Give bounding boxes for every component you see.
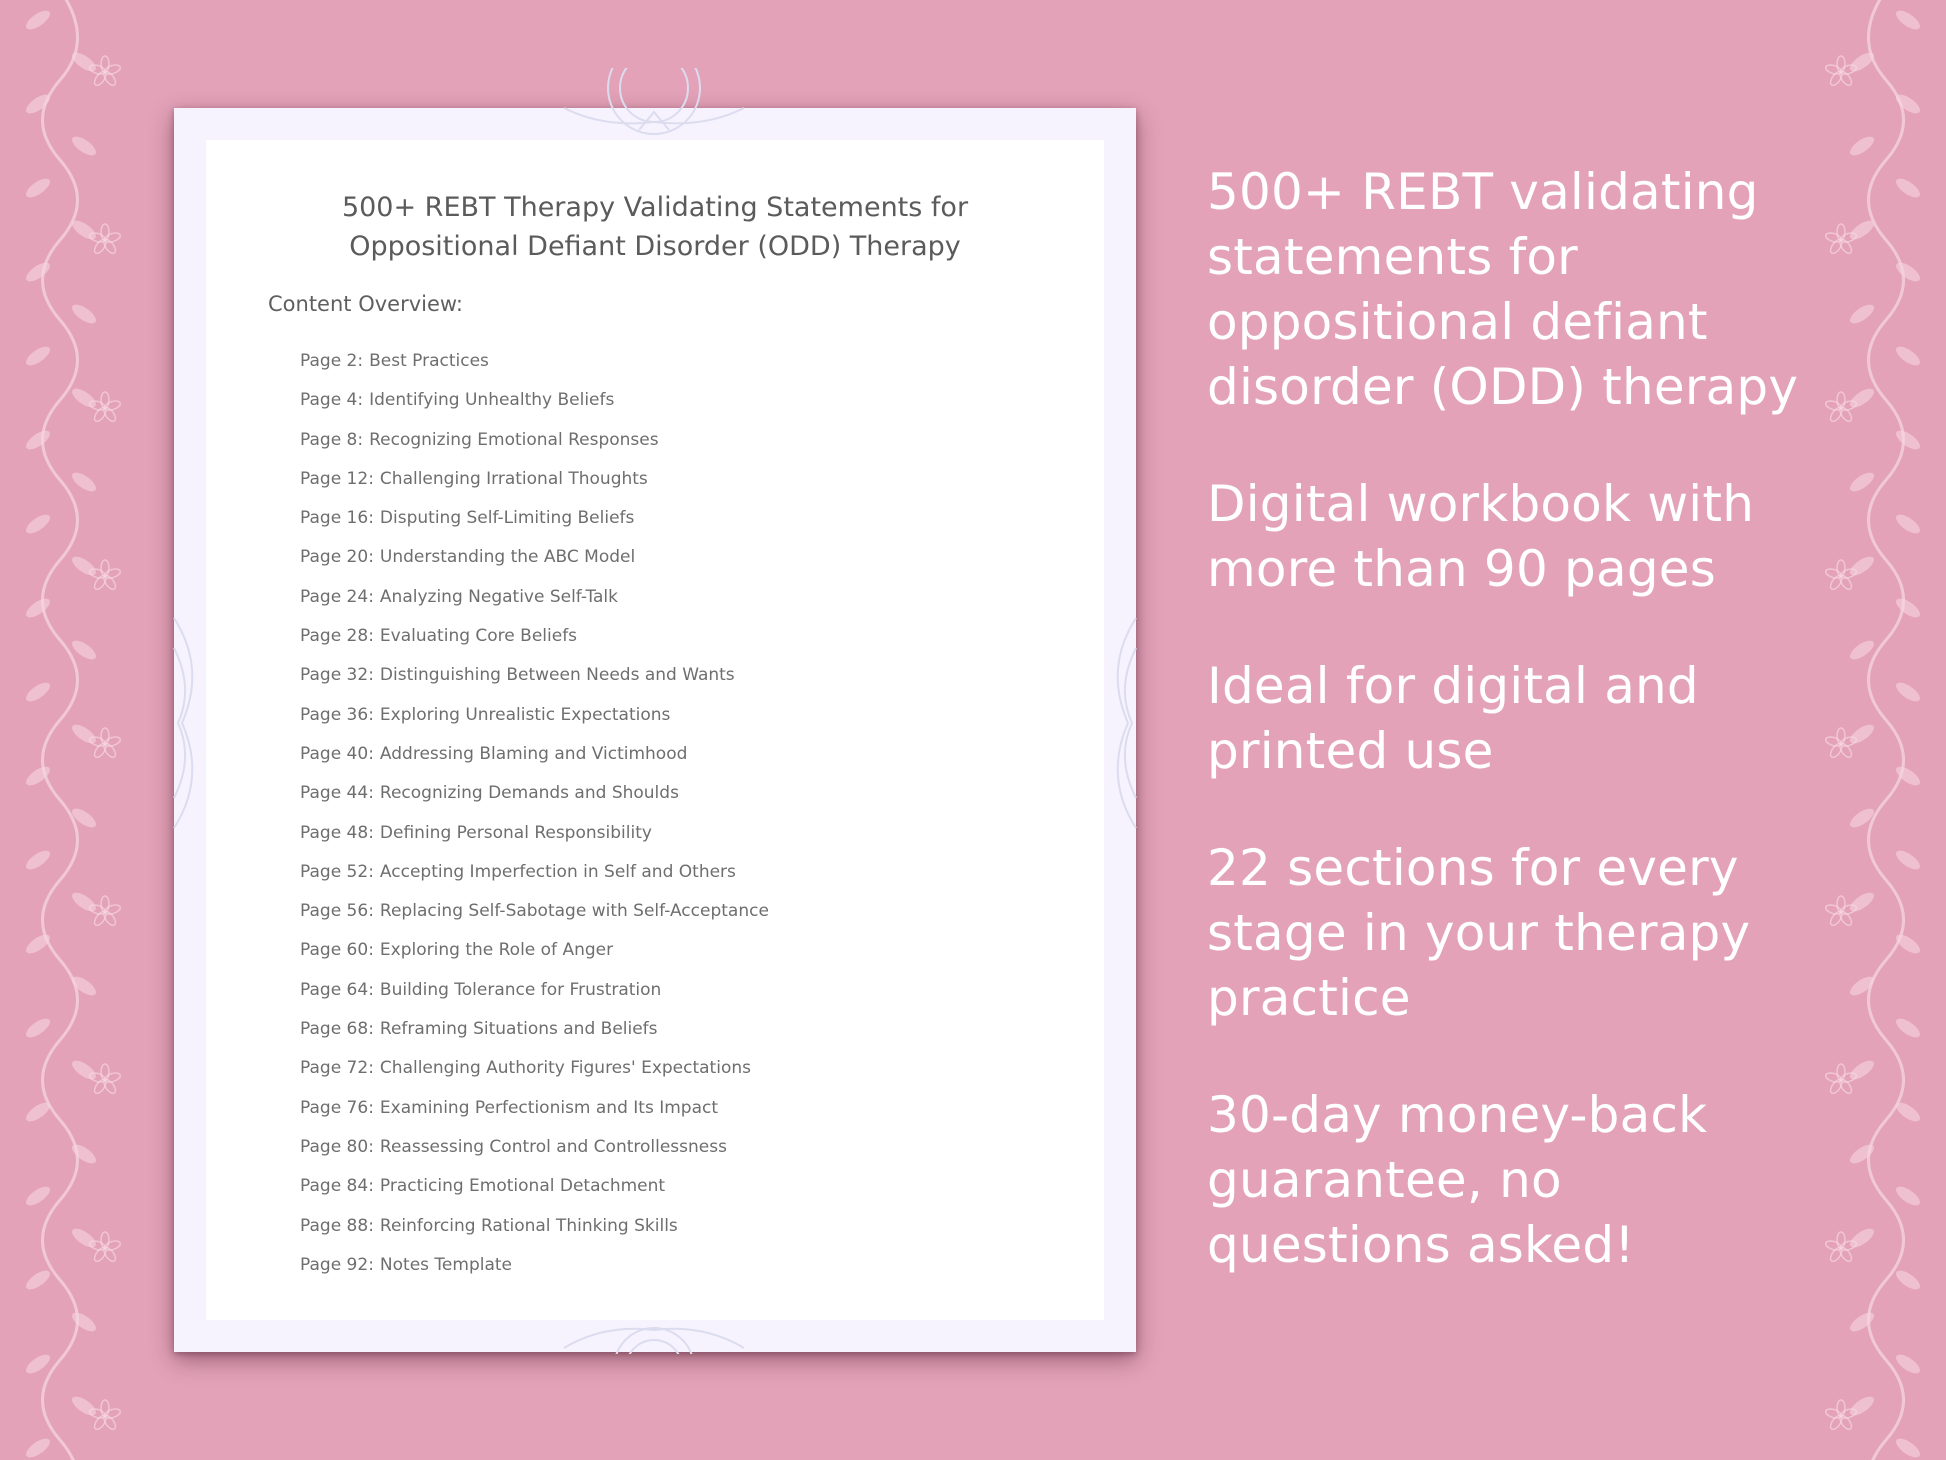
toc-item xyxy=(300,1010,769,1049)
toc-page-number: Page 12: xyxy=(300,468,374,489)
feature-line: Digital workbook with xyxy=(1207,475,1755,533)
toc-page-number: Page 24: xyxy=(300,586,374,607)
toc-section-title: Identifying Unhealthy Beliefs xyxy=(369,390,615,411)
toc-section-title: Defining Personal Responsibility xyxy=(379,822,652,843)
toc-page-number: Page 64: xyxy=(300,979,374,1000)
toc-section-title: Understanding the ABC Model xyxy=(379,547,636,568)
feature-text xyxy=(1207,1083,1917,1278)
toc-item xyxy=(300,421,769,460)
feature-line: 22 sections for every xyxy=(1207,839,1739,897)
toc-item xyxy=(300,578,769,617)
toc-section-title: Addressing Blaming and Victimhood xyxy=(379,743,688,764)
toc-item xyxy=(300,971,769,1010)
toc-item xyxy=(300,1128,769,1167)
toc-page-number: Page 20: xyxy=(300,547,374,568)
toc-section-title: Recognizing Demands and Shoulds xyxy=(379,783,679,804)
feature-text xyxy=(1207,160,1917,420)
toc-section-title: Disputing Self-Limiting Beliefs xyxy=(379,508,635,529)
toc-section-title: Accepting Imperfection in Self and Others xyxy=(379,861,736,882)
toc-item xyxy=(300,814,769,853)
toc-page-number: Page 40: xyxy=(300,743,374,764)
document-title-line-2: Oppositional Defiant Disorder (ODD) Therapy xyxy=(349,231,961,262)
toc-section-title: Reinforcing Rational Thinking Skills xyxy=(379,1215,678,1236)
feature-line: 500+ REBT validating xyxy=(1207,163,1759,221)
toc-item xyxy=(300,617,769,656)
toc-item xyxy=(300,735,769,774)
toc-section-title: Replacing Self-Sabotage with Self-Acceptance xyxy=(379,901,769,922)
feature-line: stage in your therapy xyxy=(1207,904,1751,962)
toc-item xyxy=(300,538,769,577)
toc-section-title: Distinguishing Between Needs and Wants xyxy=(379,665,735,686)
toc-page-number: Page 68: xyxy=(300,1019,374,1040)
feature-list xyxy=(1207,160,1917,1330)
mandala-left-icon xyxy=(170,608,210,838)
toc-section-title: Building Tolerance for Frustration xyxy=(379,979,662,1000)
toc-section-title: Analyzing Negative Self-Talk xyxy=(379,586,618,607)
toc-section-title: Challenging Irrational Thoughts xyxy=(379,468,648,489)
feature-text xyxy=(1207,472,1917,602)
toc-page-number: Page 72: xyxy=(300,1058,374,1079)
feature-line: more than 90 pages xyxy=(1207,540,1716,598)
toc-item xyxy=(300,1167,769,1206)
feature-line: 30-day money-back xyxy=(1207,1086,1708,1144)
toc-page-number: Page 56: xyxy=(300,901,374,922)
toc-item xyxy=(300,1049,769,1088)
feature-line: questions asked! xyxy=(1207,1216,1635,1274)
feature-text xyxy=(1207,836,1917,1031)
mandala-bottom-icon xyxy=(504,1318,804,1354)
toc-item xyxy=(300,1246,769,1285)
table-of-contents xyxy=(300,342,769,1285)
toc-page-number: Page 2: xyxy=(300,351,364,371)
toc-page-number: Page 8: xyxy=(300,429,364,450)
toc-page-number: Page 60: xyxy=(300,940,374,961)
feature-line: guarantee, no xyxy=(1207,1151,1562,1209)
toc-item xyxy=(300,892,769,931)
feature-line: Ideal for digital and xyxy=(1207,657,1699,715)
content-overview-heading: Content Overview: xyxy=(268,292,463,316)
toc-item xyxy=(300,774,769,813)
toc-item xyxy=(300,931,769,970)
document-preview xyxy=(174,108,1136,1352)
toc-page-number: Page 80: xyxy=(300,1136,374,1157)
toc-section-title: Challenging Authority Figures' Expectations xyxy=(379,1058,751,1079)
feature-text xyxy=(1207,654,1917,784)
toc-page-number: Page 28: xyxy=(300,626,374,647)
toc-section-title: Recognizing Emotional Responses xyxy=(369,429,659,450)
toc-item xyxy=(300,499,769,538)
floral-vine-left-icon xyxy=(0,0,130,1460)
toc-item xyxy=(300,460,769,499)
toc-item xyxy=(300,1207,769,1246)
toc-section-title: Exploring the Role of Anger xyxy=(379,940,614,961)
toc-page-number: Page 44: xyxy=(300,783,374,804)
toc-item xyxy=(300,696,769,735)
toc-item xyxy=(300,656,769,695)
feature-line: statements for xyxy=(1207,228,1578,286)
toc-item xyxy=(300,853,769,892)
mandala-top-icon xyxy=(504,68,804,138)
toc-page-number: Page 36: xyxy=(300,704,374,725)
toc-page-number: Page 88: xyxy=(300,1215,374,1236)
toc-section-title: Reframing Situations and Beliefs xyxy=(379,1019,658,1040)
document-title xyxy=(206,188,1104,266)
toc-item xyxy=(300,381,769,420)
mandala-right-icon xyxy=(1100,608,1140,838)
toc-page-number: Page 92: xyxy=(300,1254,374,1275)
toc-page-number: Page 48: xyxy=(300,822,374,843)
toc-section-title: Exploring Unrealistic Expectations xyxy=(379,704,671,725)
toc-page-number: Page 52: xyxy=(300,861,374,882)
toc-section-title: Practicing Emotional Detachment xyxy=(379,1176,666,1197)
toc-page-number: Page 32: xyxy=(300,665,374,686)
feature-line: printed use xyxy=(1207,722,1494,780)
toc-item xyxy=(300,1089,769,1128)
toc-page-number: Page 84: xyxy=(300,1176,374,1197)
feature-line: practice xyxy=(1207,969,1411,1027)
toc-section-title: Notes Template xyxy=(379,1254,512,1275)
toc-page-number: Page 16: xyxy=(300,508,374,529)
toc-page-number: Page 4: xyxy=(300,390,364,411)
document-title-line-1: 500+ REBT Therapy Validating Statements for xyxy=(341,192,969,223)
toc-section-title: Best Practices xyxy=(369,351,489,371)
toc-page-number: Page 76: xyxy=(300,1097,374,1118)
toc-item xyxy=(300,342,769,381)
document-page xyxy=(206,140,1104,1320)
feature-line: disorder (ODD) therapy xyxy=(1207,358,1799,416)
toc-section-title: Evaluating Core Beliefs xyxy=(379,626,578,647)
toc-section-title: Reassessing Control and Controllessness xyxy=(379,1136,727,1157)
feature-line: oppositional defiant xyxy=(1207,293,1708,351)
toc-section-title: Examining Perfectionism and Its Impact xyxy=(379,1097,719,1118)
